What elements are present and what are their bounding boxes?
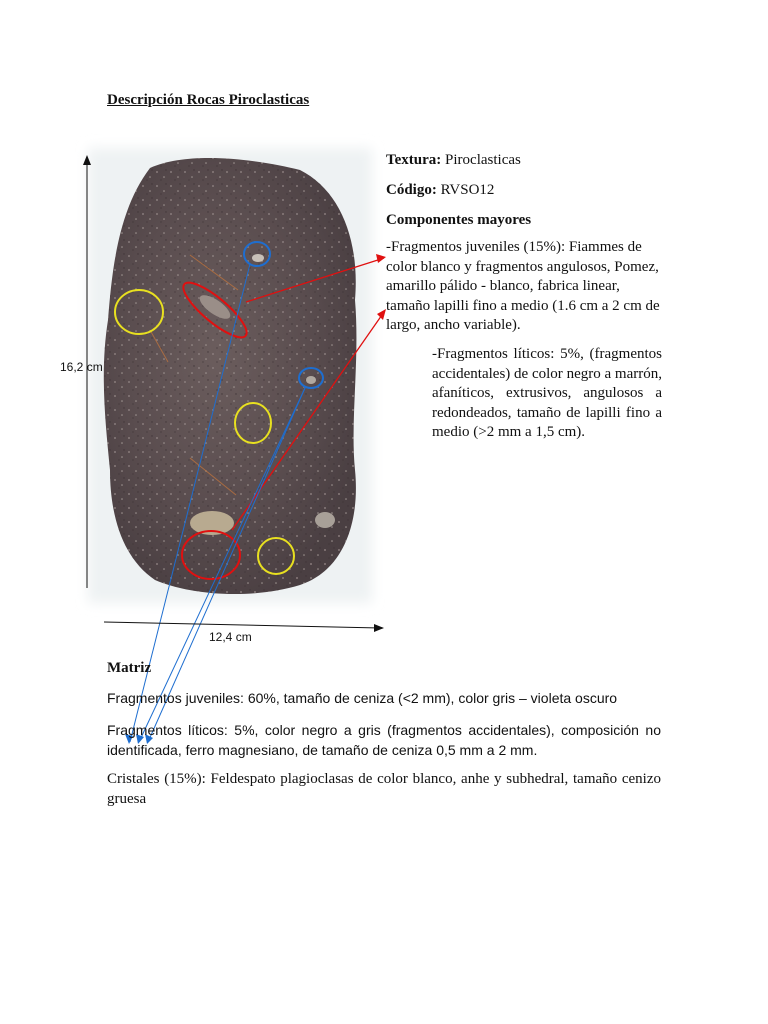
matriz-heading: Matriz [107, 660, 152, 676]
textura-label: Textura: [386, 152, 442, 168]
codigo-value: RVSO12 [440, 182, 495, 198]
vertical-dimension-label: 16,2 cm [60, 360, 103, 374]
pale-clast [252, 254, 264, 262]
liticos-paragraph: -Fragmentos líticos: 5%, (fragmentos accidentales) de color negro a marrón, afaníticos, extrusivos, angulosos a redondeados, tamaño de lapilli fino a medio (>2 mm a 1,5 cm). [432, 346, 662, 440]
horizontal-dimension-axis [104, 622, 380, 628]
juveniles-paragraph: -Fragmentos juveniles (15%): Fiammes de color blanco y fragmentos angulosos, Pomez, amarillo pálido - blanco, fabrica linear, tamaño lapilli fino a medio (1.6 cm a 2 cm de largo, ancho variable). [386, 239, 660, 333]
document-title: Descripción Rocas Piroclasticas [107, 92, 310, 108]
matriz-liticos-paragraph: Fragmentos líticos: 5%, color negro a gris (fragmentos accidentales), composición no identificada, ferro magnesiano, de tamaño de ceniza 0,5 mm a 2 mm. [107, 722, 661, 758]
codigo-line [386, 181, 494, 200]
textura-line [386, 151, 521, 170]
textura-value: Piroclasticas [445, 152, 521, 168]
pale-clast [315, 512, 335, 528]
codigo-label: Código: [386, 182, 437, 198]
pale-clast [306, 376, 316, 384]
componentes-heading: Componentes mayores [386, 212, 532, 228]
matriz-cristales-paragraph: Cristales (15%): Feldespato plagioclasas de color blanco, anhe y subhedral, tamaño cenizo gruesa [107, 771, 661, 807]
matriz-juveniles-paragraph: Fragmentos juveniles: 60%, tamaño de ceniza (<2 mm), color gris – violeta oscuro [107, 690, 618, 706]
horizontal-dimension-label: 12,4 cm [209, 630, 252, 644]
